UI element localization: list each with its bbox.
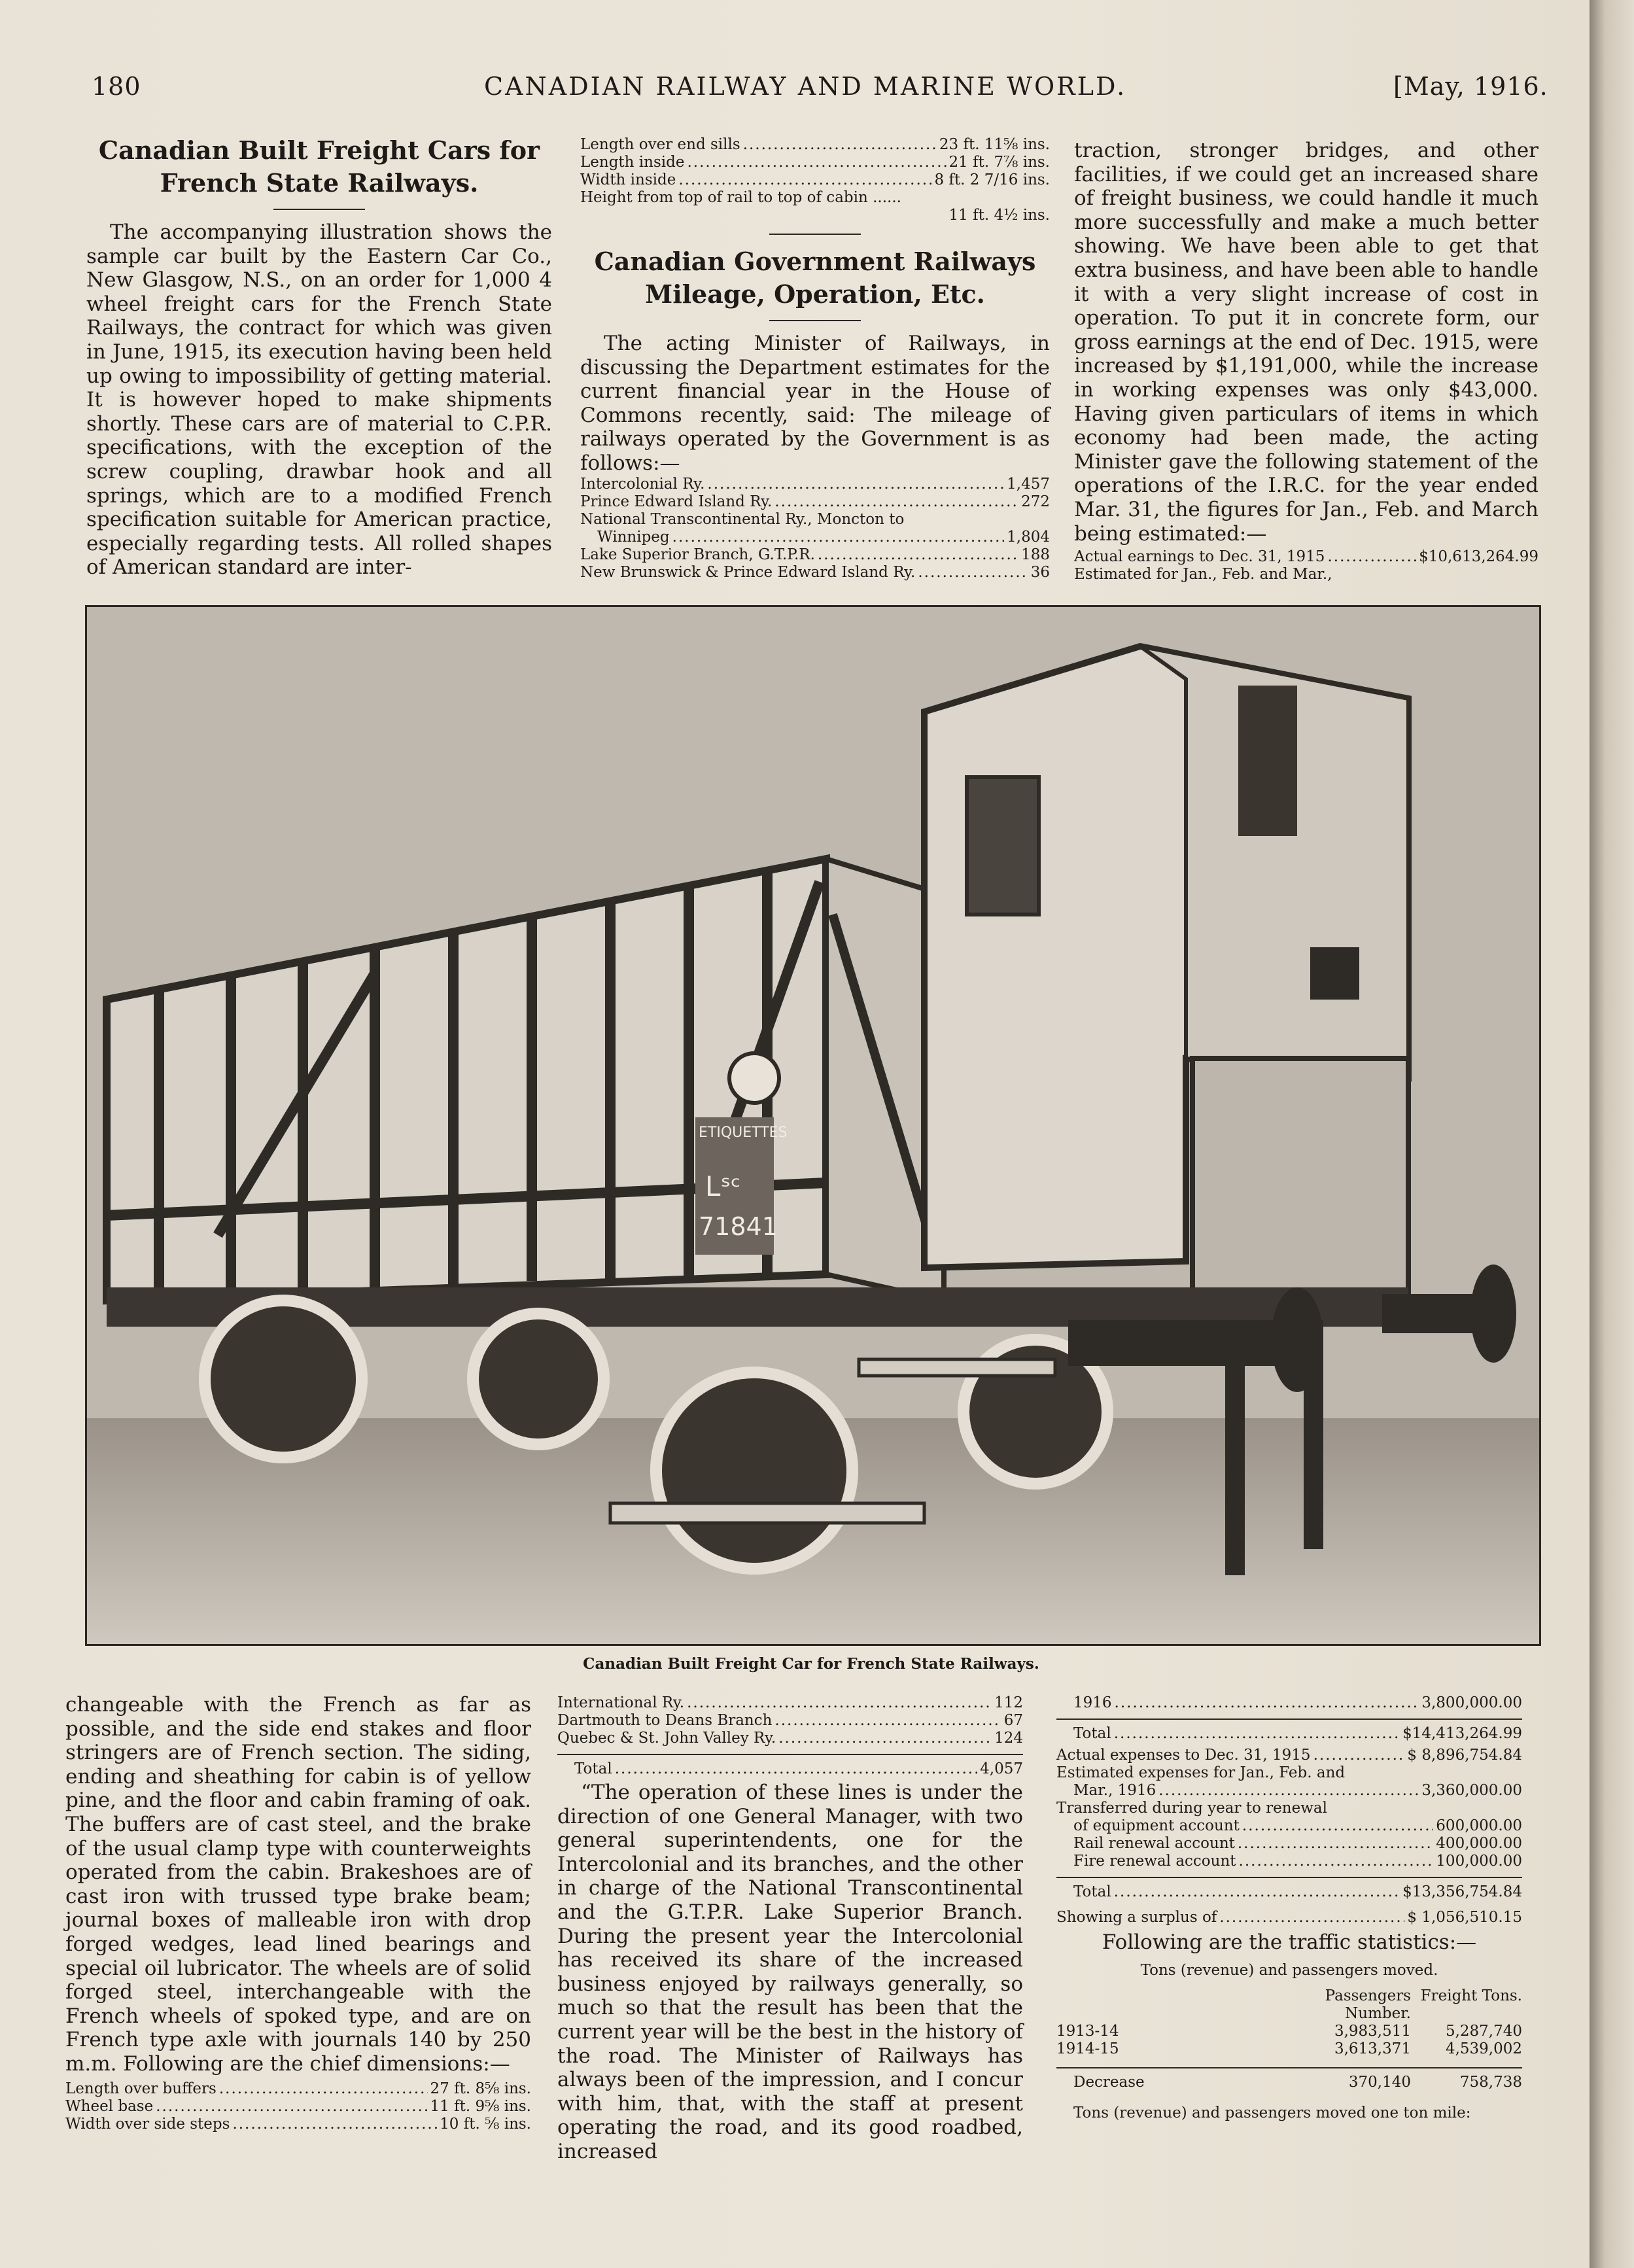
earnings-row: Actual earnings to Dec. 31, 1915 ..... $10,613,264.99: [1074, 548, 1538, 566]
dimensions-list-b: [580, 136, 1050, 224]
height-label: Height from top of rail to top of cabin ......: [580, 189, 901, 206]
gov-article-title: Canadian Government Railways Mileage, Operation, Etc.: [594, 247, 1036, 309]
gov-article-top: [580, 136, 1050, 582]
title-rule: [273, 209, 365, 210]
mileage-row: National Transcontinental Ry., Moncton to: [580, 510, 905, 528]
car-marking-label: ETIQUETTES: [699, 1125, 788, 1141]
dimension-row: Width over side steps ..... 10 ft. ⅝ ins.: [65, 2116, 531, 2133]
mileage-row: International Ry. ..... 112: [557, 1694, 1023, 1712]
traffic-year: 1914-15: [1056, 2040, 1119, 2058]
traffic-subheading: Tons (revenue) and passengers moved.: [1140, 1961, 1438, 1979]
traffic-decrease-freight: 758,738: [1411, 2067, 1522, 2091]
car-marking-class: Lˢᶜ: [705, 1170, 741, 1202]
traffic-decrease-label: Decrease: [1056, 2067, 1280, 2091]
mileage-total-row: Total ..... 4,057: [557, 1754, 1023, 1778]
freight-car-photo: [85, 605, 1541, 1646]
expenses-row: Rail renewal account ..... 400,000.00: [1056, 1835, 1522, 1853]
traffic-passengers: 3,613,371: [1334, 2040, 1411, 2058]
gov-article-col3-bottom: [1056, 1694, 1522, 2122]
expenses-row: Transferred during year to renewal: [1056, 1800, 1327, 1817]
dimension-row: Length over end sills ..... 23 ft. 11⅝ ins.: [580, 136, 1050, 154]
freight-article-para2: changeable with the French as far as possible, and the side end stakes and floor stringers are of French section. The siding, ending and sheathing for cabin is of yellow pine, and the floor and cabin framing of oak. The buffers are of cast steel, and the brake of the usual clamp type with counterweights operated from the cabin. Brakeshoes are of cast iron with trussed type brake beam; journal boxes of malleable iron with drop forged wedges, lead lined bearings and special oil lubricator. The wheels are of solid forged steel, interchangeable with the French wheels of spoked type, and are on French type axle with journals 140 by 250 m.m. Following are the chief dimensions:—: [65, 1693, 531, 2076]
freight-article-bottom: [65, 1693, 531, 2133]
mileage-row: Winnipeg ..... 1,804: [580, 529, 1050, 546]
traffic-passengers: 3,983,511: [1334, 2023, 1411, 2040]
expenses-row: Mar., 1916 ..... 3,360,000.00: [1056, 1782, 1522, 1800]
traffic-col-passengers: Passengers Number.: [1325, 1987, 1411, 2023]
car-marking-number: 71841: [699, 1212, 778, 1241]
freight-article-title: Canadian Built Freight Cars for French State Railways.: [98, 135, 540, 198]
earnings-row: Estimated for Jan., Feb. and Mar.,: [1074, 566, 1332, 584]
mileage-list-cont: [557, 1694, 1023, 1778]
gov-article-para3: traction, stronger bridges, and other facilities, if we could get an increased share of freight business, we could handle it much more successfully and make a much better showing. We have been able to get that extra business, and have been able to handle it with a very slight increase of cost in operation. To put it in concrete form, our gross earnings at the end of Dec. 1915, were increased by $1,191,000, while the increase in working expenses was only $43,000. Having given particulars of items in which economy had been made, the acting Minister gave the following statement of the operations of the I.R.C. for the year ended Mar. 31, the figures for Jan., Feb. and March being estimated:—: [1074, 139, 1538, 546]
mileage-row: Quebec & St. John Valley Ry. ..... 124: [557, 1730, 1023, 1747]
traffic-table: [1056, 1987, 1522, 2091]
freight-article-para1: The accompanying illustration shows the sample car built by the Eastern Car Co., New Glasgow, N.S., on an order for 1,000 4 wheel freight cars for the French State Railways, the contract for which was given in June, 1915, its execution having been held up owing to impossibility of getting material. It is however hoped to make shipments shortly. These cars are of material to C.P.R. specifications, with the exception of the screw coupling, drawbar hook and all springs, which are to a modified French specification suitable for American practice, especially regarding tests. All rolled shapes of American standard are inter-: [86, 220, 552, 580]
mileage-row: Prince Edward Island Ry. ..... 272: [580, 493, 1050, 511]
dimensions-list-a: [65, 2080, 531, 2133]
section-rule: [769, 234, 861, 235]
earnings-row: 1916 ..... 3,800,000.00: [1056, 1694, 1522, 1712]
freight-car-illustration: [87, 607, 1539, 1644]
journal-title: CANADIAN RAILWAY AND MARINE WORLD.: [484, 72, 1127, 101]
mileage-row: Dartmouth to Deans Branch ..... 67: [557, 1712, 1023, 1730]
earnings-list: [1074, 548, 1538, 584]
gov-article-para2: “The operation of these lines is under the direction of one General Manager, with two general superintendents, one for the Intercolonial and its branches, and the other in charge of the National Transcontinental and the G.T.P.R. Lake Superior Branch. During the present year the Intercolonial has received its share of the increased business enjoyed by railways generally, so much so that the result has been that the current year will be the best in the history of the road. The Minister of Railways has always been of the impression, and I concur with him, that, with the staff at present operating the road, and its good roadbed, increased: [557, 1781, 1023, 2163]
surplus-row: Showing a surplus of ..... $ 1,056,510.15: [1056, 1909, 1522, 1927]
photo-caption: Canadian Built Freight Car for French State Railways.: [583, 1655, 1039, 1673]
mileage-list: [580, 476, 1050, 582]
issue-date: [May, 1916.: [1393, 72, 1548, 101]
height-value: 11 ft. 4½ ins.: [948, 207, 1050, 224]
expenses-row: Actual expenses to Dec. 31, 1915 ..... $ 8,896,754.84: [1056, 1747, 1522, 1764]
traffic-decrease-passengers: 370,140: [1280, 2067, 1411, 2091]
mileage-row: Lake Superior Branch, G.T.P.R. ..... 188: [580, 546, 1050, 564]
traffic-freight: 4,539,002: [1445, 2040, 1522, 2058]
page-number: 180: [92, 72, 141, 101]
traffic-heading: Following are the traffic statistics:—: [1102, 1930, 1477, 1954]
expenses-total-row: Total ..... $13,356,754.84: [1056, 1877, 1522, 1901]
earnings-total-row: Total ..... $14,413,264.99: [1056, 1718, 1522, 1743]
mileage-row: New Brunswick & Prince Edward Island Ry. ..... 36: [580, 564, 1050, 582]
traffic-freight: 5,287,740: [1445, 2023, 1522, 2040]
traffic-col-freight: Freight Tons.: [1420, 1987, 1522, 2005]
dimension-row: Length over buffers ..... 27 ft. 8⅝ ins.: [65, 2080, 531, 2098]
page-edge: [1590, 0, 1634, 2268]
expenses-row: Fire renewal account ..... 100,000.00: [1056, 1853, 1522, 1870]
dimension-row: Width inside ..... 8 ft. 2 7/16 ins.: [580, 171, 1050, 189]
mileage-row: Intercolonial Ry. ..... 1,457: [580, 476, 1050, 493]
dimension-row: Wheel base ..... 11 ft. 9⅝ ins.: [65, 2098, 531, 2116]
gov-article-para1: The acting Minister of Railways, in discussing the Department estimates for the current financial year in the House of Commons recently, said: The mileage of railways operated by the Government is as follows:—: [580, 332, 1050, 475]
title-rule: [769, 320, 861, 321]
earnings-list-cont: [1056, 1694, 1522, 1927]
gov-article-col2-bottom: [557, 1694, 1023, 2164]
traffic-final-line: Tons (revenue) and passengers moved one ton mile:: [1073, 2104, 1471, 2122]
freight-article-top: [86, 134, 552, 580]
expenses-row: of equipment account ..... 600,000.00: [1056, 1817, 1522, 1835]
gov-article-col3-top: [1074, 139, 1538, 584]
expenses-row: Estimated expenses for Jan., Feb. and: [1056, 1764, 1346, 1781]
dimension-row: Length inside ..... 21 ft. 7⅞ ins.: [580, 154, 1050, 171]
traffic-year: 1913-14: [1056, 2023, 1119, 2040]
